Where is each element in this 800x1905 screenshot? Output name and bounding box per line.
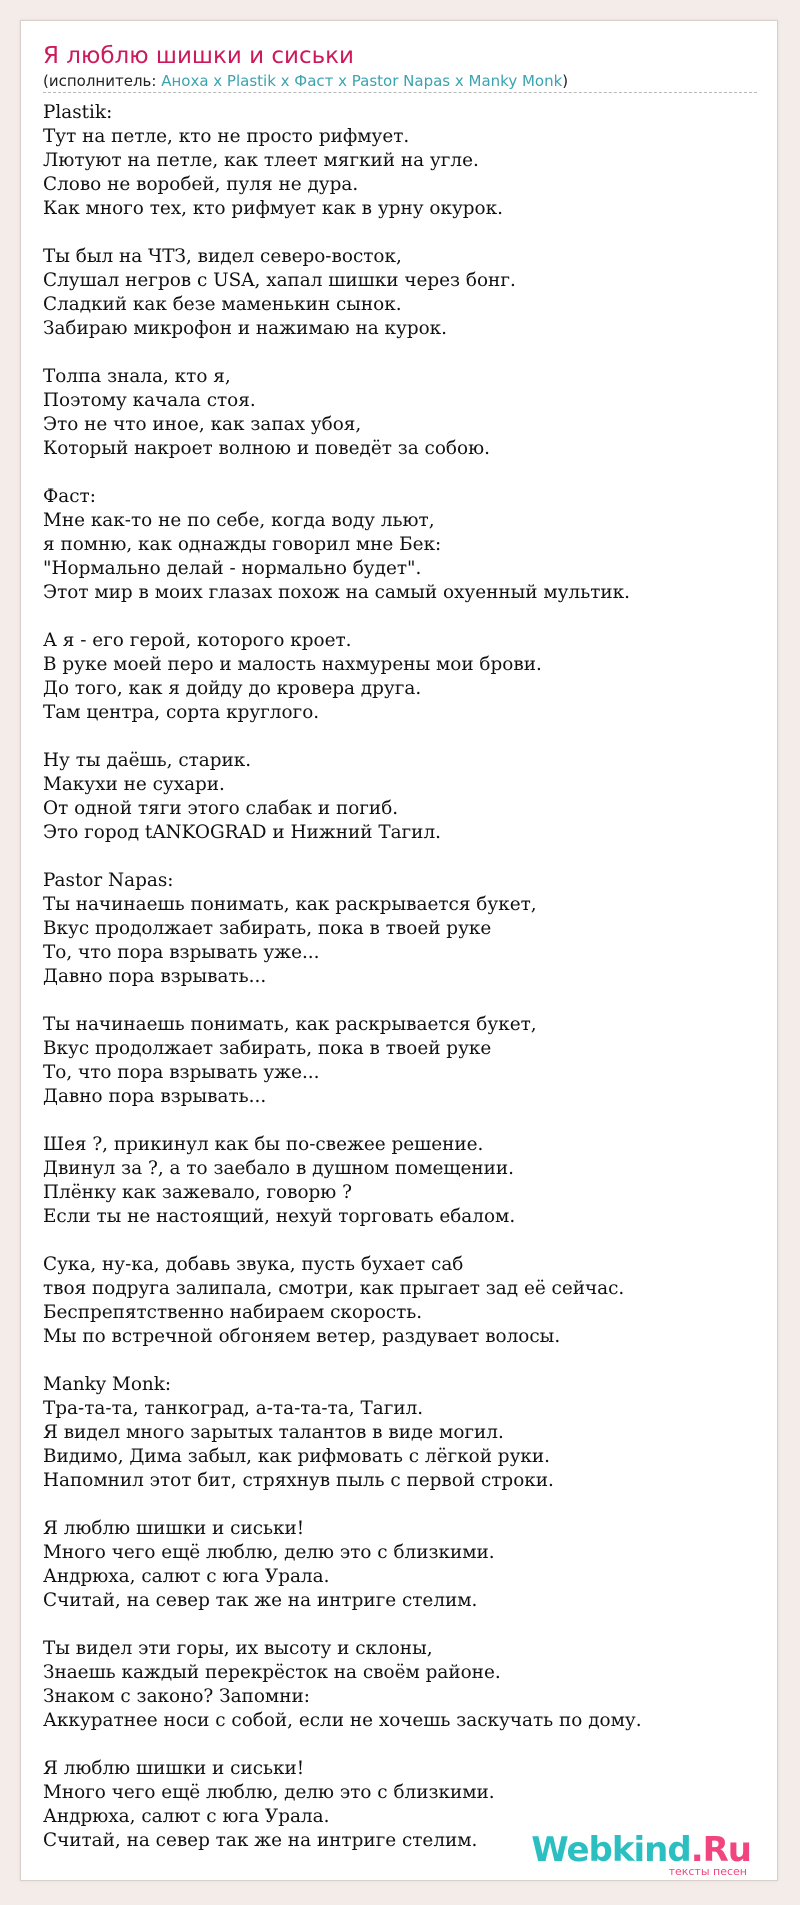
lyric-line: Мне как-то не по себе, когда воду льют,	[43, 510, 435, 531]
artist-link[interactable]: Аноха x Plastik x Фаст x Pastor Napas x Manky Monk	[161, 72, 563, 90]
lyric-line: Ты был на ЧТЗ, видел северо-восток,	[43, 246, 402, 267]
lyrics-text	[43, 101, 763, 1853]
lyric-line: Плёнку как зажевало, говорю ?	[43, 1182, 353, 1203]
song-title: Я люблю шишки и сиськи	[43, 43, 354, 69]
lyric-line: В руке моей перо и малость нахмурены мои брови.	[43, 654, 542, 675]
lyric-line: Это город tANKOGRAD и Нижний Тагил.	[43, 822, 441, 843]
lyric-line: Ты начинаешь понимать, как раскрывается букет,	[43, 894, 537, 915]
stanza-gap	[43, 605, 763, 629]
lyric-line: Pastor Napas:	[43, 870, 174, 891]
lyric-line: Там центра, сорта круглого.	[43, 702, 320, 723]
stanza-gap	[43, 989, 763, 1013]
stanza-gap	[43, 1349, 763, 1373]
lyric-line: То, что пора взрывать уже...	[43, 1062, 320, 1083]
lyric-line: Много чего ещё люблю, делю это с близкими.	[43, 1782, 495, 1803]
stanza-gap	[43, 1733, 763, 1757]
lyric-line: Который накроет волною и поведёт за собою.	[43, 438, 490, 459]
logo-wordmark	[531, 1832, 751, 1868]
artist-suffix: )	[562, 72, 569, 90]
lyric-line: Много чего ещё люблю, делю это с близкими.	[43, 1542, 495, 1563]
lyric-line: Беспрепятственно набираем скорость.	[43, 1302, 423, 1323]
lyric-line: Андрюха, салют с юга Урала.	[43, 1806, 330, 1827]
lyric-line: Тра-та-та, танкоград, а-та-та-та, Тагил.	[43, 1398, 424, 1419]
lyric-line: Это не что иное, как запах убоя,	[43, 414, 362, 435]
lyric-line: Ты начинаешь понимать, как раскрывается букет,	[43, 1014, 537, 1035]
lyric-line: То, что пора взрывать уже...	[43, 942, 320, 963]
lyric-line: Сладкий как безе маменькин сынок.	[43, 294, 402, 315]
stanza-gap	[43, 845, 763, 869]
lyric-line: Макухи не сухари.	[43, 774, 225, 795]
artist-line	[43, 71, 757, 93]
lyric-line: Считай, на север так же на интриге стелим.	[43, 1830, 478, 1851]
lyric-line: Ну ты даёшь, старик.	[43, 750, 252, 771]
lyric-line: Мы по встречной обгоняем ветер, раздувает волосы.	[43, 1326, 561, 1347]
lyric-line: От одной тяги этого слабак и погиб.	[43, 798, 399, 819]
lyric-line: Слушал негров с USA, хапал шишки через бонг.	[43, 270, 516, 291]
logo-main-text: Webkind	[531, 1830, 691, 1870]
lyric-line: Сука, ну-ка, добавь звука, пусть бухает саб	[43, 1254, 464, 1275]
lyric-line: Этот мир в моих глазах похож на самый охуенный мультик.	[43, 582, 630, 603]
lyric-line: Я люблю шишки и сиськи!	[43, 1758, 305, 1779]
lyric-line: Plastik:	[43, 102, 113, 123]
lyric-line: твоя подруга залипала, смотри, как прыгает зад её сейчас.	[43, 1278, 625, 1299]
lyric-line: Толпа знала, кто я,	[43, 366, 231, 387]
lyric-line: Как много тех, кто рифмует как в урну окурок.	[43, 198, 503, 219]
lyric-line: Шея ?, прикинул как бы по-свежее решение.	[43, 1134, 484, 1155]
lyric-line: Я видел много зарытых талантов в виде могил.	[43, 1422, 504, 1443]
lyric-line: Лютуют на петле, как тлеет мягкий на угле.	[43, 150, 479, 171]
lyric-line: Слово не воробей, пуля не дура.	[43, 174, 359, 195]
artist-prefix: (исполнитель:	[43, 72, 162, 90]
logo-tagline: тексты песен	[668, 1865, 747, 1878]
lyric-line: Аккуратнее носи с собой, если не хочешь заскучать по дому.	[43, 1710, 642, 1731]
lyric-line: Вкус продолжает забирать, пока в твоей руке	[43, 1038, 492, 1059]
lyric-line: Видимо, Дима забыл, как рифмовать с лёгкой руки.	[43, 1446, 550, 1467]
lyric-line: Manky Monk:	[43, 1374, 172, 1395]
lyric-line: А я - его герой, которого кроет.	[43, 630, 352, 651]
lyric-line: "Нормально делай - нормально будет".	[43, 558, 422, 579]
lyric-line: Двинул за ?, а то заебало в душном помещении.	[43, 1158, 515, 1179]
stanza-gap	[43, 221, 763, 245]
lyric-line: Забираю микрофон и нажимаю на курок.	[43, 318, 448, 339]
lyric-line: Считай, на север так же на интриге стелим.	[43, 1590, 478, 1611]
lyric-line: Напомнил этот бит, стряхнув пыль с первой строки.	[43, 1470, 554, 1491]
lyrics-card	[20, 20, 778, 1881]
lyric-line: Я люблю шишки и сиськи!	[43, 1518, 305, 1539]
lyric-line: Знаком с законо? Запомни:	[43, 1686, 310, 1707]
webkind-logo[interactable]	[531, 1832, 751, 1878]
lyric-line: Андрюха, салют с юга Урала.	[43, 1566, 330, 1587]
logo-tld: .Ru	[690, 1830, 751, 1870]
lyric-line: Ты видел эти горы, их высоту и склоны,	[43, 1638, 433, 1659]
stanza-gap	[43, 1229, 763, 1253]
lyric-line: Если ты не настоящий, нехуй торговать ебалом.	[43, 1206, 516, 1227]
lyric-line: я помню, как однажды говорил мне Бек:	[43, 534, 442, 555]
stanza-gap	[43, 725, 763, 749]
stanza-gap	[43, 341, 763, 365]
stanza-gap	[43, 1613, 763, 1637]
lyric-line: Тут на петле, кто не просто рифмует.	[43, 126, 410, 147]
stanza-gap	[43, 1109, 763, 1133]
lyric-line: Поэтому качала стоя.	[43, 390, 256, 411]
lyric-line: Давно пора взрывать...	[43, 966, 267, 987]
lyric-line: Фаст:	[43, 486, 96, 507]
lyric-line: Знаешь каждый перекрёсток на своём районе.	[43, 1662, 501, 1683]
lyric-line: Вкус продолжает забирать, пока в твоей руке	[43, 918, 492, 939]
stanza-gap	[43, 461, 763, 485]
lyric-line: Давно пора взрывать...	[43, 1086, 267, 1107]
stanza-gap	[43, 1493, 763, 1517]
lyric-line: До того, как я дойду до кровера друга.	[43, 678, 422, 699]
